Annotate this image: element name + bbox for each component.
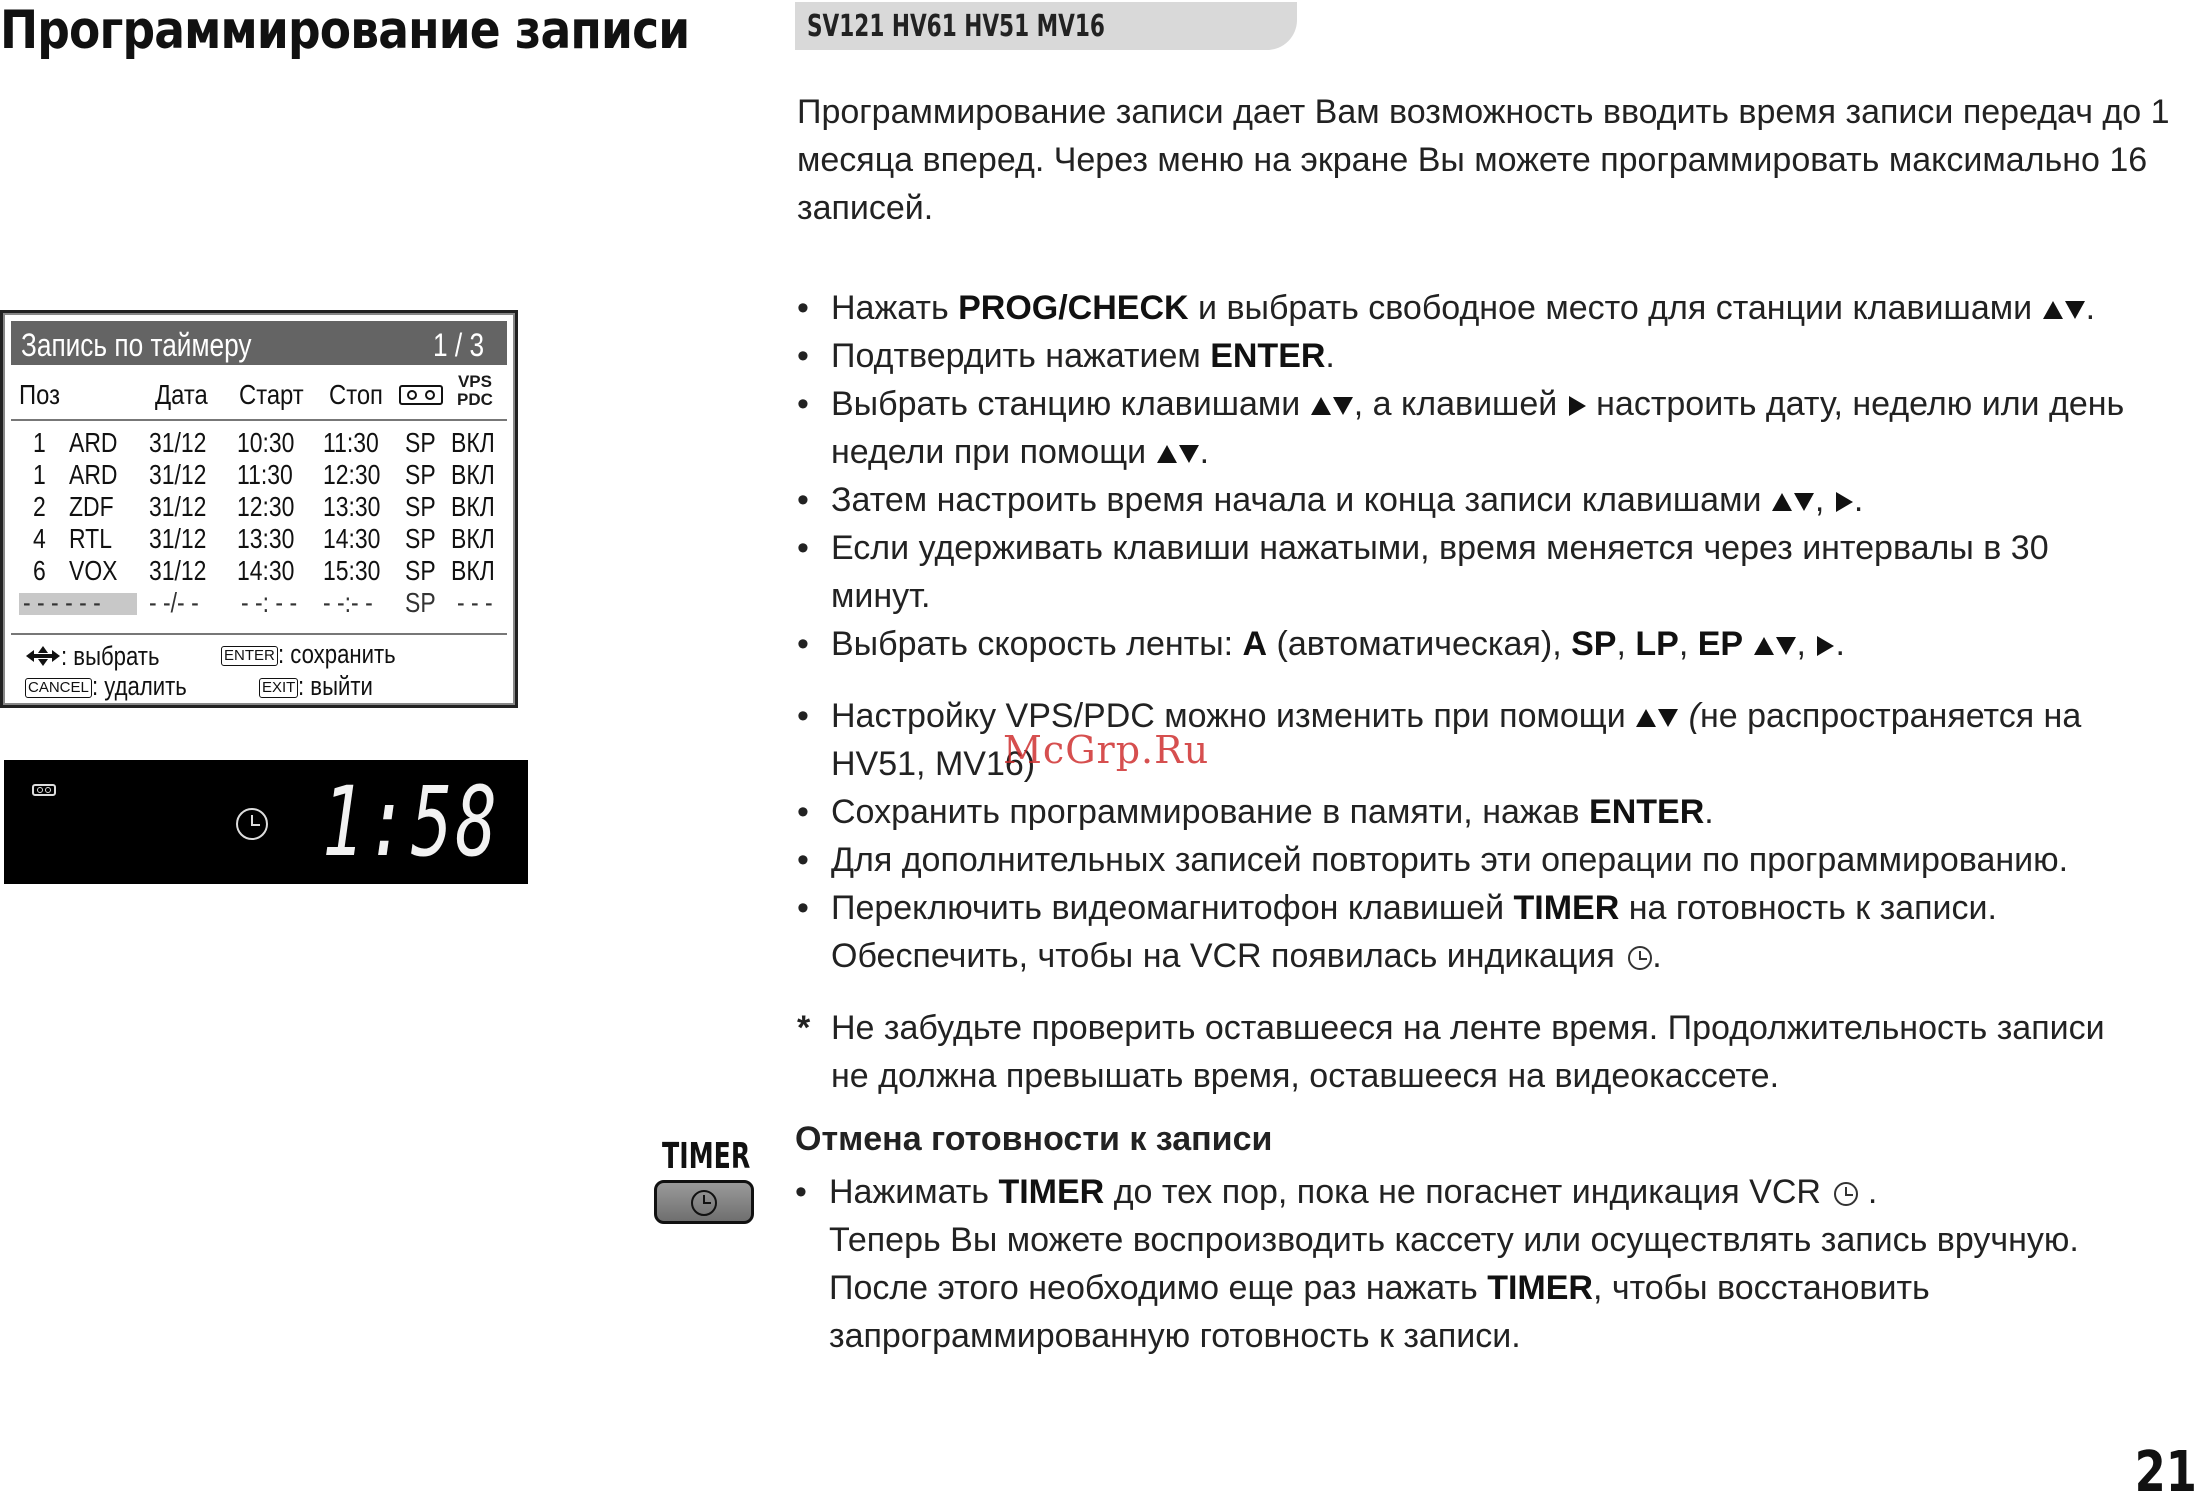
legend-select: : выбрать: [25, 641, 181, 672]
cancel-key-icon: CANCEL: [25, 678, 92, 698]
cancel-list: [795, 1168, 2135, 1360]
step-item: • Выбрать станцию клавишами , а клавишей настроить дату, неделю или день недели при помощи .: [797, 380, 2137, 476]
up-down-arrows-icon: [1635, 707, 1679, 729]
intro-paragraph: Программирование записи дает Вам возможность вводить время записи передач до 1 месяца вперед. Через меню на экране Вы можете программировать максимально 16 записей.: [797, 93, 2170, 227]
step-item: • Нажать PROG/CHECK и выбрать свободное место для станции клавишами .: [797, 284, 2137, 332]
timer-entry-row[interactable]: 1 ARD 31/12 10:30 11:30 SP ВКЛ: [33, 427, 495, 458]
steps-list: [797, 284, 2137, 668]
step-item: • Сохранить программирование в памяти, нажав ENTER.: [797, 788, 2167, 836]
timer-recording-screen: [0, 310, 518, 708]
watermark: McGrp.Ru: [1003, 728, 1210, 772]
col-start: Старт: [239, 379, 304, 410]
right-arrow-icon: [1567, 395, 1587, 417]
timer-entry-row-empty[interactable]: - - - - - - - -/- - - -: - - - -:- - SP - - -: [11, 587, 507, 619]
timer-entry-row[interactable]: 6 VOX 31/12 14:30 15:30 SP ВКЛ: [33, 555, 495, 586]
clock-icon: [691, 1190, 717, 1216]
up-down-arrows-icon: [1310, 395, 1354, 417]
cassette-icon: [399, 385, 443, 405]
step-item: • Переключить видеомагнитофон клавишей TIMER на готовность к записи. Обеспечить, чтобы на VCR появилась индикация .: [797, 884, 2167, 980]
legend-exit: EXIT : выйти: [259, 671, 390, 702]
step-item: • Настройку VPS/PDC можно изменить при помощи (не распространяется на HV51, MV16): [797, 692, 2167, 788]
col-stop: Стоп: [329, 379, 383, 410]
vcr-display: [4, 760, 528, 884]
legend-delete: CANCEL : удалить: [25, 671, 208, 702]
step-item: • Подтвердить нажатием ENTER.: [797, 332, 2137, 380]
cassette-icon: [32, 784, 56, 796]
timer-button[interactable]: [654, 1180, 754, 1224]
timer-button-label: TIMER: [662, 1136, 751, 1177]
cancel-heading: Отмена готовности к записи: [795, 1120, 1273, 1158]
clock-icon: [1834, 1182, 1858, 1206]
note: [797, 1004, 2137, 1100]
up-down-arrows-icon: [1156, 443, 1200, 465]
legend-save: ENTER : сохранить: [221, 639, 421, 670]
timer-entry-row[interactable]: 2 ZDF 31/12 12:30 13:30 SP ВКЛ: [33, 491, 495, 522]
timer-entry-row[interactable]: 4 RTL 31/12 13:30 14:30 SP ВКЛ: [33, 523, 495, 554]
clock-icon: [236, 808, 268, 840]
screen-key-legend: [11, 633, 507, 701]
page-title: Программирование записи: [0, 0, 690, 61]
up-down-arrows-icon: [1771, 491, 1815, 513]
step-item: • Затем настроить время начала и конца записи клавишами , .: [797, 476, 2137, 524]
step-item: • Выбрать скорость ленты: A (автоматическая), SP, LP, EP , .: [797, 620, 2137, 668]
exit-key-icon: EXIT: [259, 678, 298, 698]
enter-key-icon: ENTER: [221, 646, 278, 666]
up-down-arrows-icon: [1753, 635, 1797, 657]
timer-entries: [11, 427, 507, 619]
col-date: Дата: [155, 379, 208, 410]
note-asterisk: *: [797, 1009, 811, 1047]
screen-column-header: [11, 369, 507, 421]
up-down-arrows-icon: [2042, 299, 2086, 321]
models-label: SV121 HV61 HV51 MV16: [807, 9, 1105, 44]
cancel-step-continued: Теперь Вы можете воспроизводить кассету или осуществлять запись вручную. После этого необходимо еще раз нажать TIMER, чтобы восстановить запрограммированную готовность к записи.: [829, 1221, 2079, 1355]
step-item: • Для дополнительных записей повторить эти операции по программированию.: [797, 836, 2167, 884]
steps-list-continued-2: [797, 788, 2167, 980]
screen-page-indicator: 1 / 3: [432, 327, 484, 363]
right-arrow-icon: [1815, 635, 1835, 657]
timer-entry-row[interactable]: 1 ARD 31/12 11:30 12:30 SP ВКЛ: [33, 459, 495, 490]
page-number: 21: [2134, 1440, 2197, 1505]
right-arrow-icon: [1834, 491, 1854, 513]
models-tag: [795, 2, 1297, 50]
screen-title: Запись по таймеру: [21, 327, 252, 363]
note-text: Не забудьте проверить оставшееся на ленте время. Продолжительность записи не должна превышать время, оставшееся на видеокассете.: [831, 1009, 2105, 1095]
col-vps-pdc: VPS PDC: [457, 372, 493, 409]
vcr-time-readout: 1:58: [322, 766, 500, 878]
col-pos: Поз: [19, 379, 60, 410]
four-way-arrows-icon: [25, 645, 61, 667]
step-item: • Если удерживать клавиши нажатыми, время меняется через интервалы в 30 минут.: [797, 524, 2137, 620]
cancel-step: • Нажимать TIMER до тех пор, пока не погаснет индикация VCR .: [795, 1168, 2135, 1216]
screen-title-bar: [11, 321, 507, 365]
clock-icon: [1628, 946, 1652, 970]
